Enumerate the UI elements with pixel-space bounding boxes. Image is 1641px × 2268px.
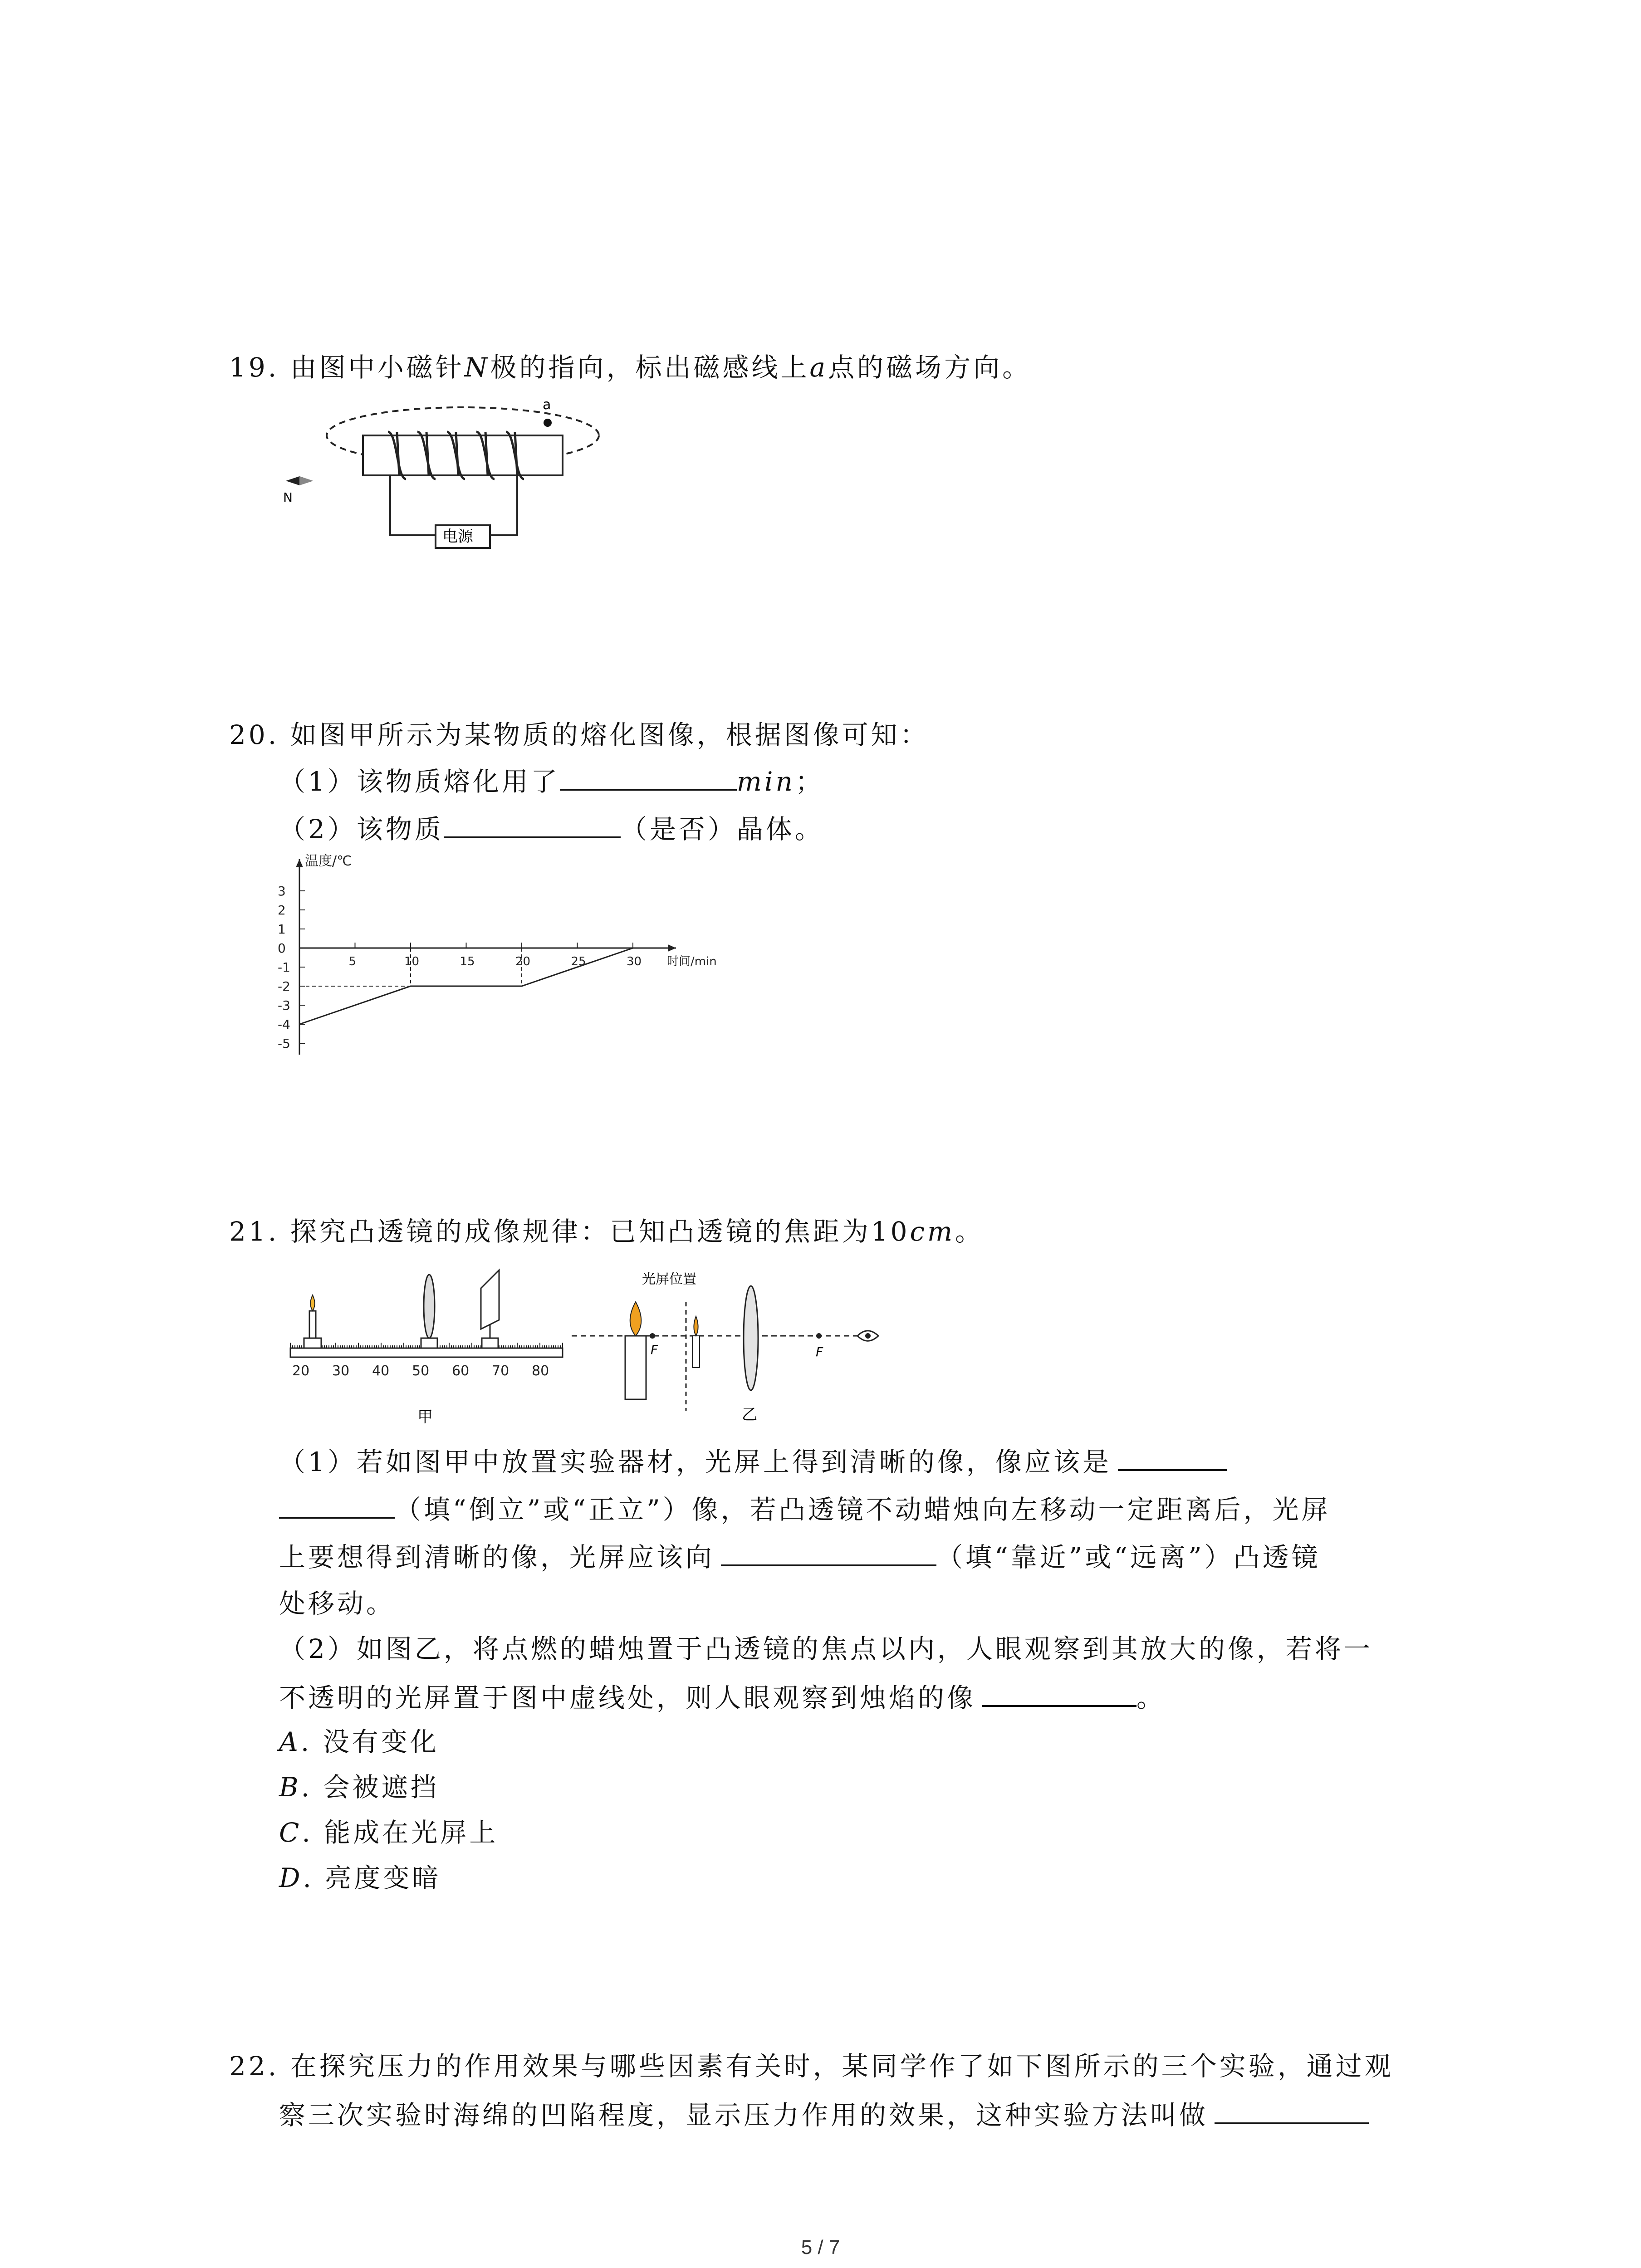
ruler-tick-label: 40 <box>372 1363 390 1379</box>
y-axis-arrow <box>296 859 303 867</box>
x-tick-label: 10 <box>404 955 420 968</box>
y-tick-label: -4 <box>278 1017 290 1032</box>
q22-line1: 22. 在探究压力的作用效果与哪些因素有关时，某同学作了如下图所示的三个实验，通过观 <box>229 2051 1394 2082</box>
x-tick-label: 5 <box>348 955 357 968</box>
convex-lens-icon <box>744 1286 758 1390</box>
figure-label-yi: 乙 <box>742 1406 757 1424</box>
y-tick-label: -5 <box>278 1036 290 1051</box>
x-axis-arrow <box>668 944 676 952</box>
q22-line2: 察三次实验时海绵的凹陷程度，显示压力作用的效果，这种实验方法叫做 <box>279 2098 1369 2131</box>
power-source-label: 电源 <box>442 528 473 546</box>
q21-option-b[interactable]: B. 会被遮挡 <box>279 1772 440 1803</box>
q21-part2-line1: （2）如图乙，将点燃的蜡烛置于凸透镜的焦点以内，人眼观察到其放大的像，若将一 <box>279 1633 1373 1664</box>
x-tick-label: 20 <box>515 955 531 968</box>
q22-number: 22. <box>229 2051 279 2082</box>
y-tick-label: 0 <box>278 941 286 956</box>
y-tick-label: 2 <box>278 903 286 918</box>
virtual-image-icon <box>692 1316 700 1368</box>
q21-part1-line4: 处移动。 <box>279 1588 396 1619</box>
q21-option-a[interactable]: A. 没有变化 <box>279 1726 439 1757</box>
q19-number: 19. <box>229 352 279 383</box>
q20-number: 20. <box>229 719 279 750</box>
q22-blank-1[interactable] <box>1215 2098 1369 2124</box>
q19-text: 19. 由图中小磁针N极的指向，标出磁感线上a点的磁场方向。 <box>229 352 1032 383</box>
y-tick-label: -2 <box>278 979 290 994</box>
ruler-tick-label: 50 <box>412 1363 430 1379</box>
burning-candle-icon <box>625 1302 646 1399</box>
q19-solenoid-figure <box>272 390 617 572</box>
x-axis-label: 时间/min <box>667 955 717 968</box>
q21-figure-yi <box>572 1261 889 1429</box>
x-tick-label: 15 <box>460 955 475 968</box>
q21-blank-3[interactable] <box>982 1681 1136 1707</box>
candle-icon <box>304 1295 321 1348</box>
focus-label-right: F <box>816 1344 823 1359</box>
x-tick-label: 30 <box>627 955 642 968</box>
figure-label-jia: 甲 <box>417 1408 433 1426</box>
q21-figure-jia <box>281 1261 576 1429</box>
y-tick-label: 1 <box>278 922 286 937</box>
screen-position-label: 光屏位置 <box>642 1271 696 1287</box>
ruler-tick-label: 30 <box>332 1363 350 1379</box>
ruler-tick-label: 20 <box>292 1363 310 1379</box>
q21-blank-1[interactable] <box>1118 1445 1227 1471</box>
compass-needle-icon <box>286 476 313 485</box>
q21-part1-line1: （1）若如图甲中放置实验器材，光屏上得到清晰的像，像应该是 <box>279 1445 1227 1478</box>
label-a: a <box>543 397 551 413</box>
q21-text: 21. 探究凸透镜的成像规律：已知凸透镜的焦距为10cm。 <box>229 1216 985 1247</box>
y-tick-label: -3 <box>278 998 290 1013</box>
y-axis-label: 温度/℃ <box>305 853 352 869</box>
q21-part1-line3: 上要想得到清晰的像，光屏应该向 （填“靠近”或“远离”）凸透镜 <box>279 1540 1321 1573</box>
q20-part2: （2）该物质 （是否）晶体。 <box>279 812 824 845</box>
q21-blank-2[interactable] <box>721 1540 936 1566</box>
y-tick-label: -1 <box>278 960 290 975</box>
melting-chart <box>272 853 717 1070</box>
q20-text: 20. 如图甲所示为某物质的熔化图像，根据图像可知： <box>229 719 929 750</box>
q21-number: 21. <box>229 1216 279 1247</box>
focus-label-left: F <box>651 1342 658 1357</box>
q21-part1-line2: （填“倒立”或“正立”）像，若凸透镜不动蜡烛向左移动一定距离后，光屏 <box>279 1492 1331 1525</box>
y-tick-label: 3 <box>278 884 286 899</box>
q20-part1: （1）该物质熔化用了 min； <box>279 764 824 797</box>
eye-icon <box>857 1331 878 1341</box>
ruler-tick-label: 60 <box>452 1363 470 1379</box>
convex-lens-icon <box>421 1275 437 1348</box>
q20-blank-2[interactable] <box>444 812 621 838</box>
q21-blank-1-continued[interactable] <box>279 1492 395 1519</box>
label-n: N <box>283 490 293 505</box>
ruler-tick-label: 70 <box>492 1363 509 1379</box>
q21-option-d[interactable]: D. 亮度变暗 <box>279 1862 441 1893</box>
q21-part2-line2: 不透明的光屏置于图中虚线处，则人眼观察到烛焰的像 。 <box>279 1681 1166 1714</box>
page-number: 5 / 7 <box>801 2236 840 2258</box>
ruler-tick-label: 80 <box>532 1363 549 1379</box>
x-tick-label: 25 <box>571 955 586 968</box>
q20-blank-1[interactable] <box>560 764 737 791</box>
q21-option-c[interactable]: C. 能成在光屏上 <box>279 1817 499 1848</box>
light-screen-icon <box>481 1270 499 1348</box>
point-a-marker <box>544 419 552 427</box>
